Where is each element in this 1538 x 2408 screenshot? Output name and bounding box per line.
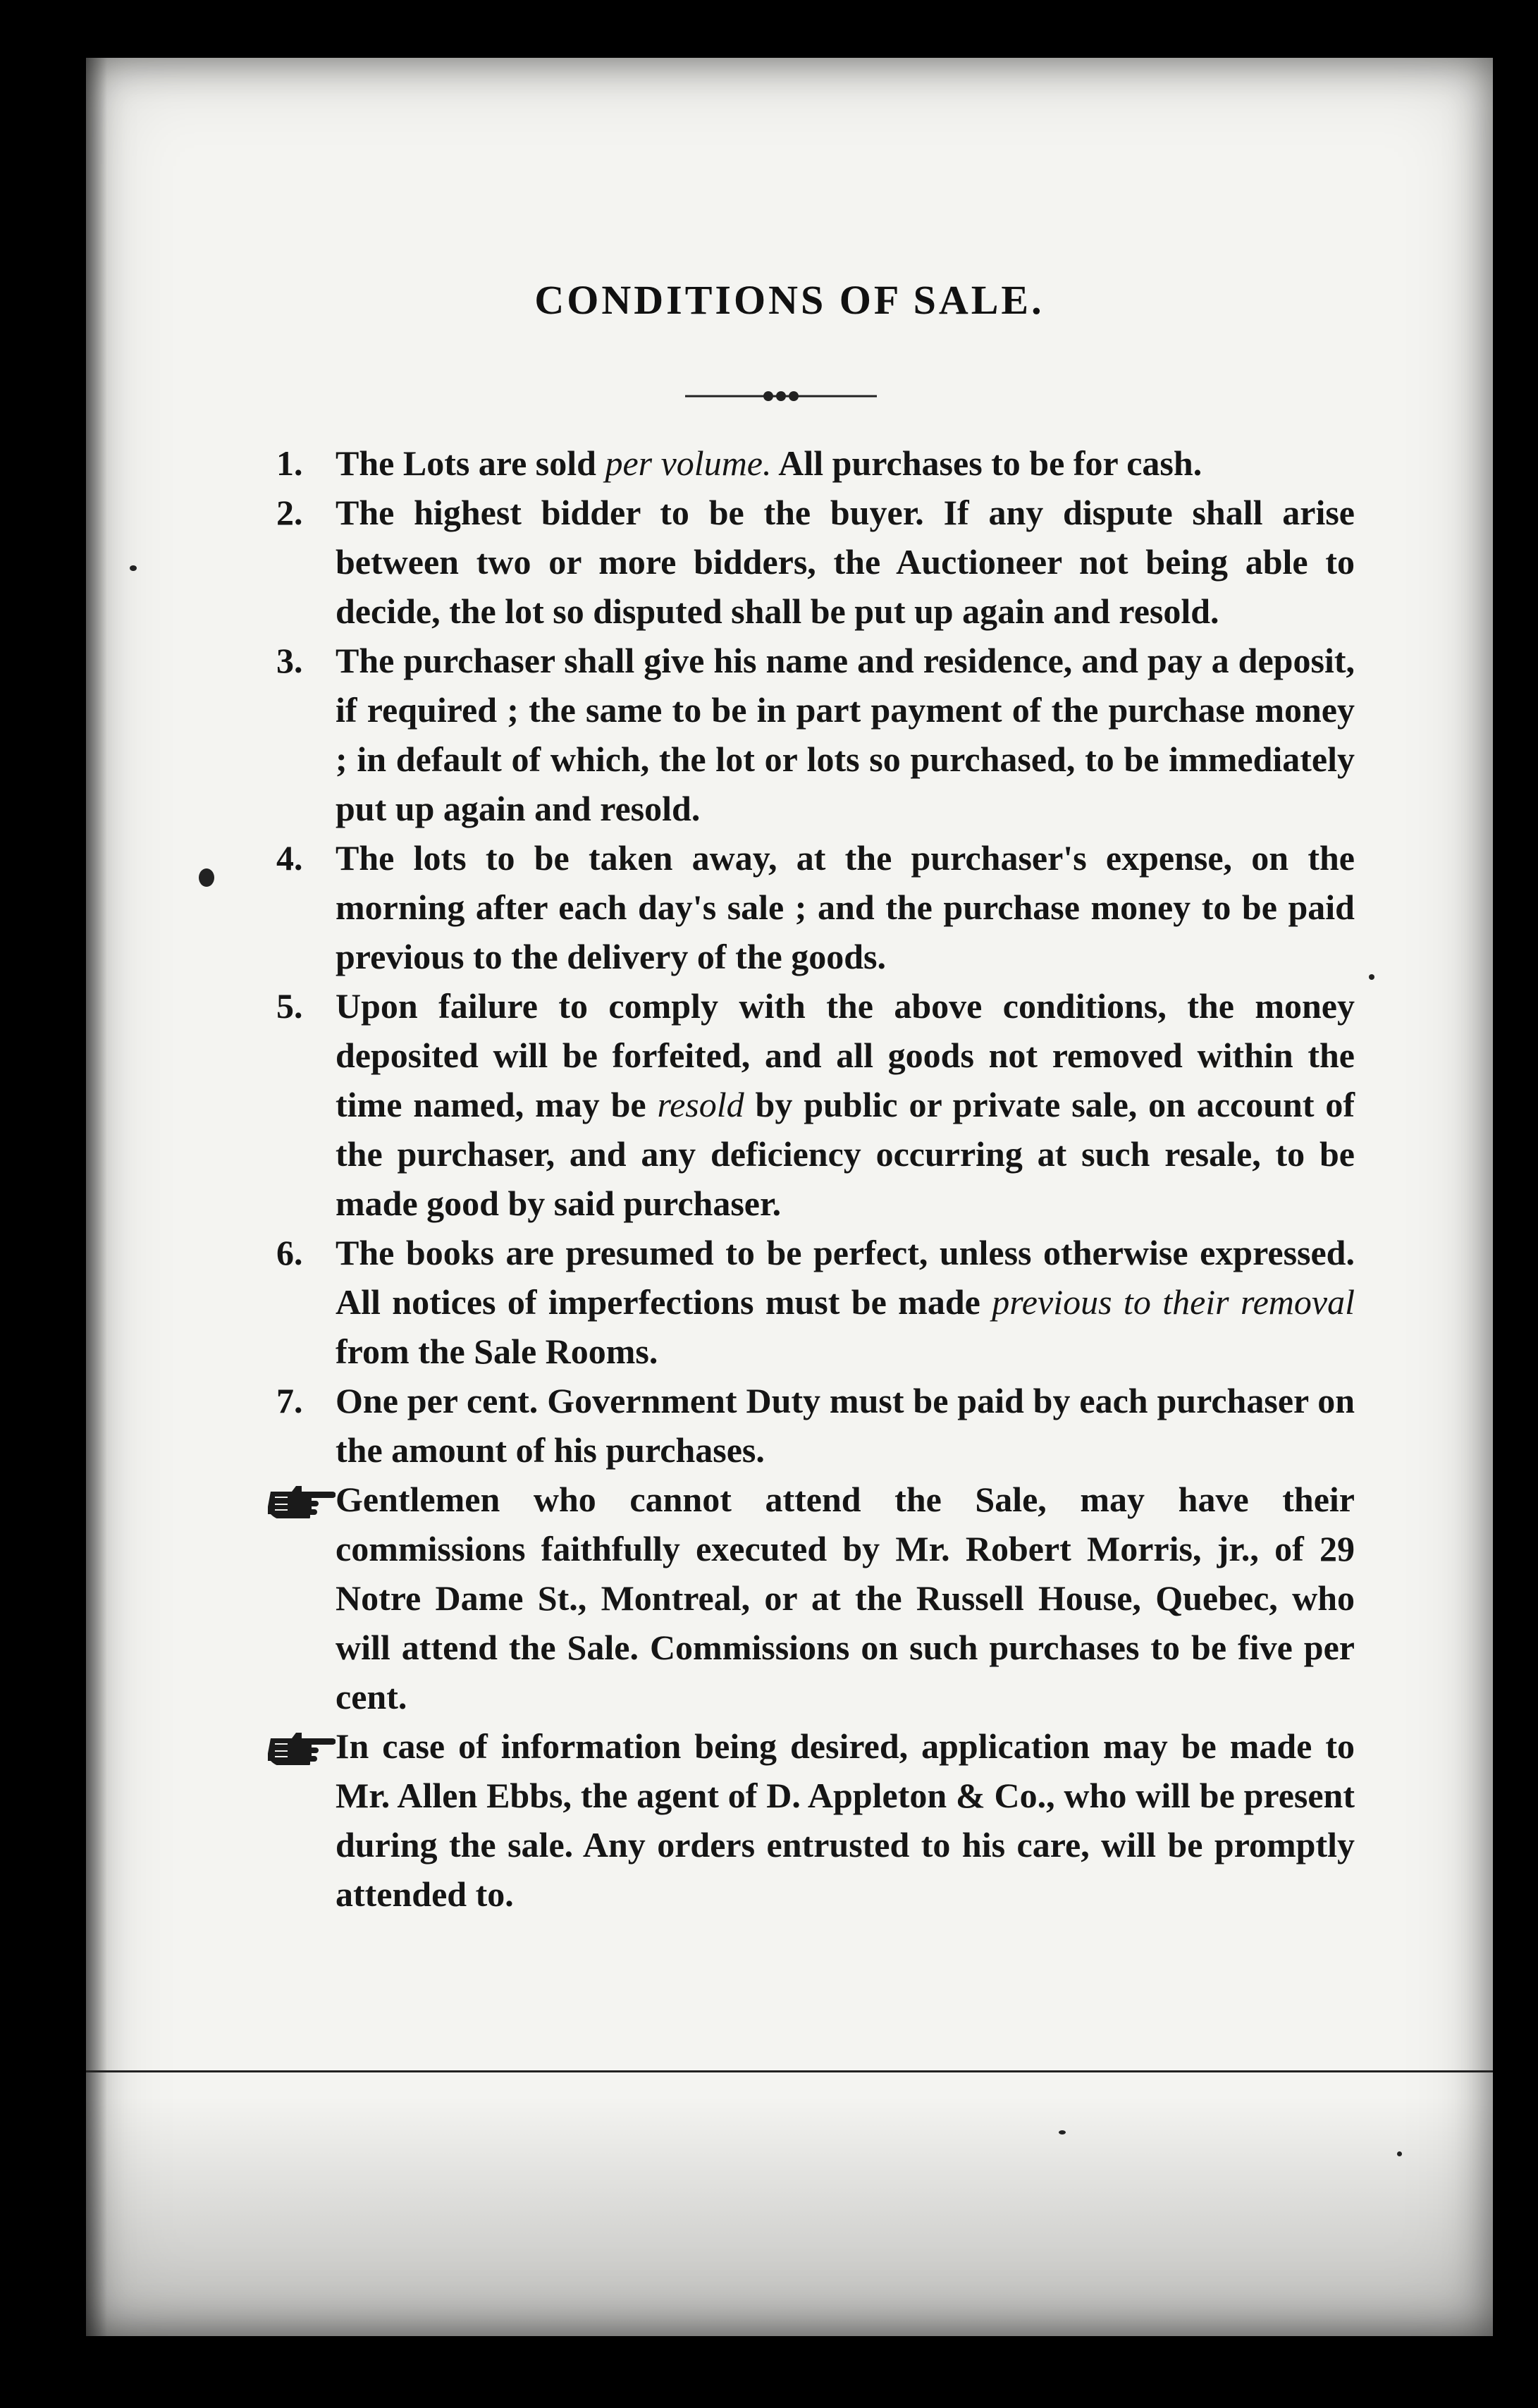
ink-speck [130,565,137,571]
note-text: Gentlemen who cannot attend the Sale, may have their commissions faithfully executed by Mr. Robert Morris, jr., of 29 Notre Dame St., Montreal, or at the Russell House, Quebec, who will attend the Sale. Commissions on such purchases to be five per cent. [336,1480,1355,1716]
condition-number: 3. [276,641,303,680]
ink-speck [1059,2130,1066,2134]
note-information [276,1721,1355,1919]
condition-emphasis: resold [657,1085,744,1124]
note-commissions [276,1475,1355,1721]
condition-number: 2. [276,493,303,532]
page-title: CONDITIONS OF SALE. [534,277,1045,323]
condition-item-5 [276,981,1355,1228]
condition-item-1 [276,438,1355,488]
condition-number: 4. [276,838,303,878]
pointing-hand-icon [268,1482,336,1518]
condition-text: The Lots are sold [336,443,605,483]
condition-text-end: from the Sale Rooms. [336,1332,658,1371]
condition-number: 1. [276,443,303,483]
document-page [86,58,1493,2336]
pointing-hand-icon [268,1728,336,1765]
condition-text-end: All purchases to be for cash. [771,443,1202,483]
condition-item-2 [276,488,1355,636]
condition-text: The books are presumed to be perfect, unless otherwise expressed. All notices of imperfections must be made [336,1233,1355,1322]
ink-speck [1369,974,1374,980]
page-shadow-bottom [86,2096,1493,2336]
condition-item-4 [276,833,1355,981]
page-shadow-left [86,58,107,2336]
condition-text-end: by public or private sale, on account of the purchaser, and any deficiency occurring at such resale, to be made good by said purchaser. [336,1085,1355,1223]
condition-number: 6. [276,1233,303,1272]
condition-number: 5. [276,986,303,1026]
condition-text: Upon failure to comply with the above conditions, the money deposited will be forfeited, and all goods not removed within the time named, may be [336,986,1355,1124]
condition-item-7 [276,1376,1355,1475]
condition-item-6 [276,1228,1355,1376]
condition-emphasis: previous to their removal [992,1282,1355,1322]
condition-item-3 [276,636,1355,833]
ink-speck [1397,2151,1402,2156]
condition-number: 7. [276,1381,303,1420]
condition-text: The purchaser shall give his name and residence, and pay a deposit, if required ; the same to be in part payment of the purchase money ; in default of which, the lot or lots so purchased, to be immediately put up again and resold. [336,641,1355,828]
condition-text: The lots to be taken away, at the purchaser's expense, on the morning after each day's sale ; and the purchase money to be paid previous to the delivery of the goods. [336,838,1355,976]
ink-speck [199,868,214,887]
condition-text: One per cent. Government Duty must be paid by each purchaser on the amount of his purchases. [336,1381,1355,1470]
note-text: In case of information being desired, application may be made to Mr. Allen Ebbs, the agent of D. Appleton & Co., who will be present during the sale. Any orders entrusted to his care, will be promptly attended to. [336,1726,1355,1914]
title-ornament [685,388,877,405]
condition-emphasis: per volume. [605,443,772,483]
bottom-rule [86,2070,1493,2072]
conditions-list [276,438,1355,1919]
condition-text: The highest bidder to be the buyer. If any dispute shall arise between two or more bidders, the Auctioneer not being able to decide, the lot so disputed shall be put up again and resold. [336,493,1355,631]
